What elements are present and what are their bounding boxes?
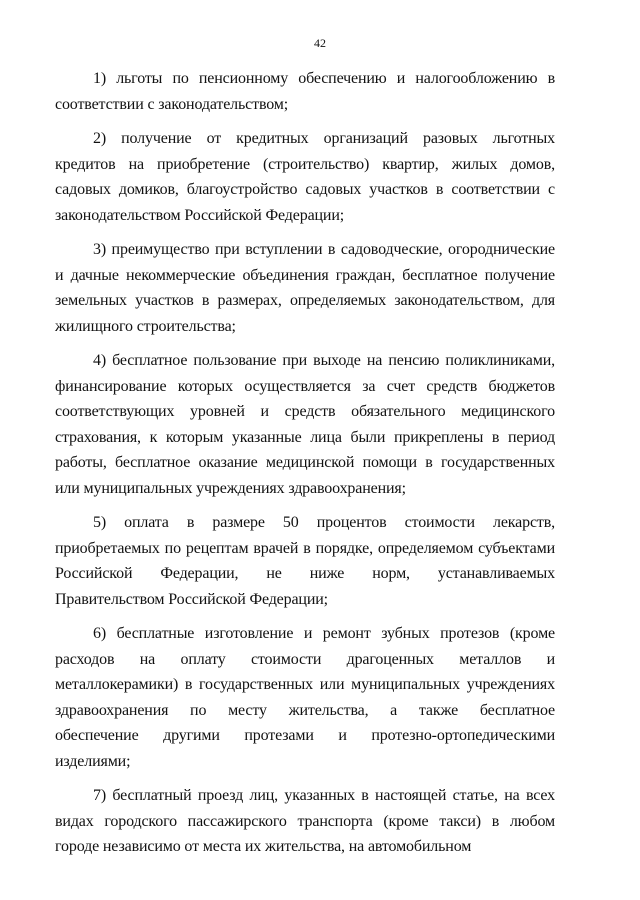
paragraph-line: видах городского пассажирского транспорта (кроме такси) в любом: [55, 812, 555, 830]
paragraph-line: 2) получение от кредитных организаций разовых льготных: [93, 130, 555, 147]
paragraph-line: законодательством Российской Федерации;: [55, 206, 345, 224]
paragraph-line: земельных участков в размерах, определяемых законодательством, для: [55, 292, 555, 309]
paragraph-line: садовых домиков, благоустройство садовых участков в соответствии с: [55, 181, 555, 198]
paragraph-line: финансирование которых осуществляется за счет средств бюджетов: [55, 377, 555, 395]
paragraph-line: 1) льготы по пенсионному обеспечению и налогообложению в: [93, 70, 555, 87]
page-number: 42: [314, 36, 326, 50]
paragraph: [55, 621, 555, 774]
paragraph-line: Правительством Российской Федерации;: [55, 590, 328, 608]
paragraph-line: 6) бесплатные изготовление и ремонт зубных протезов (кроме: [93, 625, 555, 642]
paragraph-line: жилищного строительства;: [55, 317, 236, 335]
paragraph-line: приобретаемых по рецептам врачей в порядке, определяемом субъектами: [55, 539, 555, 557]
paragraph-line: Российской Федерации, не ниже норм, устанавливаемых: [55, 565, 555, 582]
paragraph: [55, 510, 555, 612]
paragraph-line: и дачные некоммерческие объединения граждан, бесплатное получение: [55, 266, 555, 284]
paragraph-line: металлокерамики) в государственных или муниципальных учреждениях: [55, 676, 555, 693]
paragraph: [55, 783, 555, 860]
paragraph-line: 7) бесплатный проезд лиц, указанных в настоящей статье, на всех: [93, 787, 555, 804]
paragraph: [55, 348, 555, 501]
paragraph: [55, 66, 555, 117]
paragraph-line: 3) преимущество при вступлении в садоводческие, огороднические: [93, 241, 555, 258]
paragraph-line: кредитов на приобретение (строительство) квартир, жилых домов,: [55, 155, 555, 173]
paragraph-line: расходов на оплату стоимости драгоценных металлов и: [55, 650, 555, 668]
document-body: [55, 66, 555, 869]
paragraph-line: 4) бесплатное пользование при выходе на пенсию поликлиниками,: [93, 352, 555, 369]
paragraph-line: обеспечение другими протезами и протезно-ортопедическими: [55, 727, 555, 744]
paragraph: [55, 237, 555, 339]
paragraph-line: городе независимо от места их жительства, на автомобильном: [55, 838, 472, 855]
paragraph-line: 5) оплата в размере 50 процентов стоимости лекарств,: [93, 514, 555, 531]
paragraph-line: страхования, к которым указанные лица были прикреплены в период: [55, 428, 555, 446]
paragraph-line: работы, бесплатное оказание медицинской помощи в государственных: [55, 454, 555, 471]
paragraph-line: соответствии с законодательством;: [55, 95, 289, 113]
paragraph-line: или муниципальных учреждениях здравоохранения;: [55, 479, 406, 497]
paragraph-line: изделиями;: [55, 752, 131, 770]
paragraph-line: соответствующих уровней и средств обязательного медицинского: [55, 403, 555, 420]
paragraph-line: здравоохранения по месту жительства, а также бесплатное: [55, 701, 555, 719]
paragraph: [55, 126, 555, 228]
